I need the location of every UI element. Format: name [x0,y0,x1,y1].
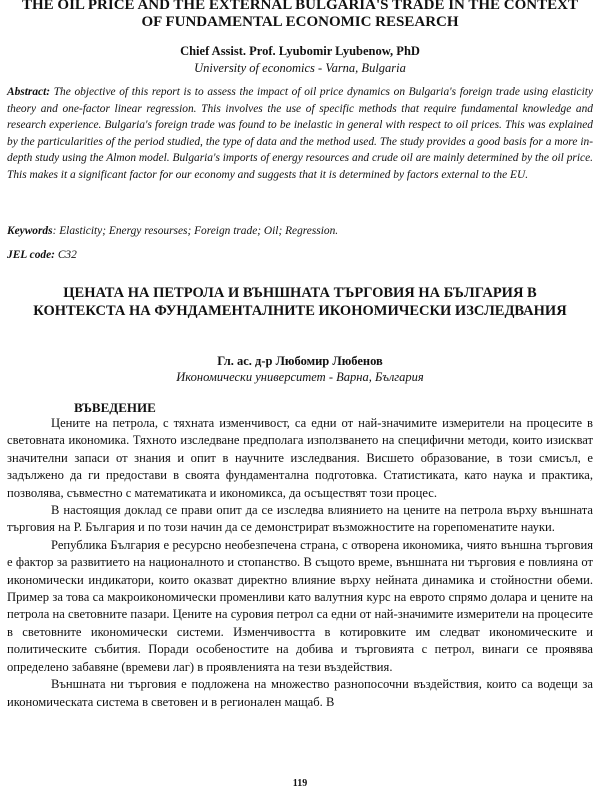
keywords [7,225,593,237]
abstract-text: The objective of this report is to assess the impact of oil price dynamics on Bulgaria's foreign trade using elasticity theory and one-factor linear regression. This involves the use of specific methods that require fundamental knowledge and research experience. Bulgaria's foreign trade was found to be inelastic in general with respect to oil prices. This was explained by the particularities of the period studied, the type of data and the method used. The study provides a good basis for a more in-depth study using the Almon model. Bulgaria's imports of energy resources and crude oil are mainly determined by the oil price. This makes it a significant factor for our economy and suggests that it is determined by factors external to the EU. [7,86,593,181]
author-name-bulgarian: Гл. ас. д-р Любомир Любенов [217,354,383,368]
jel-code [7,249,593,261]
keywords-label: Keywords [7,225,53,237]
affiliation-english: University of economics - Varna, Bulgaria [194,61,406,75]
jel-text: C32 [54,249,77,261]
author-name-english: Chief Assist. Prof. Lyubomir Lyubenow, PhD [180,44,420,58]
paragraph: В настоящия доклад се прави опит да се изследва влиянието на цените на петрола върху външната търговия на Р. България и по този начин да се демонстрират възможностите на горепоменатите науки. [7,503,593,535]
page-number: 119 [292,778,308,789]
jel-label: JEL code: [7,249,55,261]
keywords-text: : Elasticity; Energy resourses; Foreign trade; Oil; Regression. [52,225,339,237]
introduction-body [7,415,593,711]
section-heading-introduction: ВЪВЕДЕНИЕ [74,400,156,415]
paragraph: Цените на петрола, с тяхната изменчивост, са едни от най-значимите измерители на процесите в световната икономика. Тяхното изследване предполага използването на специфични методи, които изискват значителни запаси от знания и опит в научните изследвания. Висшето образование, в този смисъл, е задължено да ги предостави в своята фундаментална подготовка. Статистиката, като наука и практика, позволява, съвместно с математиката и икономикса, да осъществят този процес. [7,416,593,500]
paragraph: Република България е ресурсно необезпечена страна, с отворена икономика, чиято външна търговия е фактор за развитието на националното и стопанство. В същото време, външната ни търговия е повлияна от икономически индикатори, които оказват директно влияние върху нейната динамика и стойностни обеми. Пример за това са макроикономически променливи като валутния курс на еврото спрямо долара и цените на петрола на световните пазари. Цените на суровия петрол са едни от най-значимите измерители на процесите в световните икономически системи. Изменчивостта в котировките им следват икономическите и политическите събития. Поради особеностите на добива и търговията с петрол, винаги се проявява определено забавяне (времеви лаг) в проявленията на тези въздействия. [7,537,593,674]
abstract-label: Abstract: [7,86,51,98]
paragraph: Външната ни търговия е подложена на множество разнопосочни въздействия, които са водещи за икономическата система в световен и в регионален мащаб. В [7,677,593,709]
affiliation-bulgarian: Икономически университет - Варна, България [176,370,424,384]
paper-title-english: THE OIL PRICE AND THE EXTERNAL BULGARIA'S TRADE IN THE CONTEXT OF FUNDAMENTAL ECONOMIC RESEARCH [22,0,578,30]
paper-title-bulgarian: ЦЕНАТА НА ПЕТРОЛА И ВЪНШНАТА ТЪРГОВИЯ НА БЪЛГАРИЯ В КОНТЕКСТА НА ФУНДАМЕНТАЛНИТЕ ИКОНОМИЧЕСКИ ИЗСЛЕДВАНИЯ [33,285,567,319]
abstract [7,84,593,184]
